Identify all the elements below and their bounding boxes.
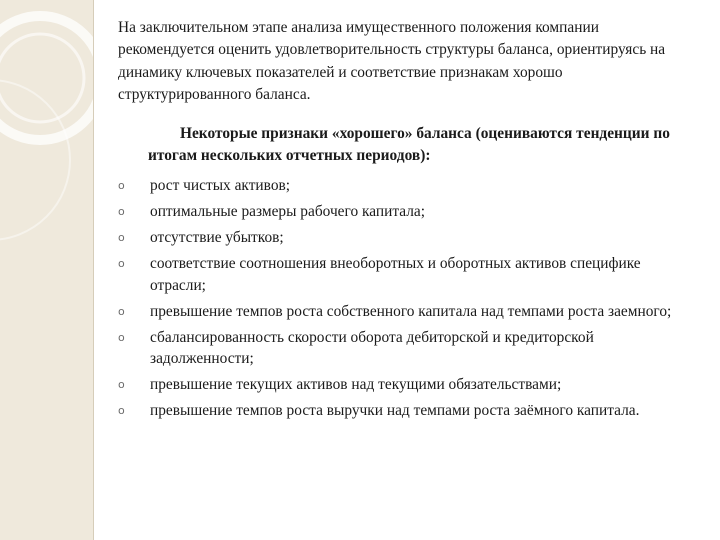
side-band-divider — [93, 0, 94, 540]
intro-paragraph: На заключительном этапе анализа имущественного положения компании рекомендуется оценить удовлетворительность структуры баланса, ориентируясь на динамику ключевых показателей и соответствие признакам хорошо структурированного баланса. — [118, 19, 666, 104]
slide-content — [118, 17, 698, 426]
decorative-side-band — [0, 0, 93, 540]
criteria-list — [118, 175, 698, 422]
list-item — [118, 301, 698, 323]
list-item — [118, 327, 698, 370]
decorative-rings-graphic — [0, 0, 93, 540]
list-item-text: сбалансированность скорости оборота дебиторской и кредиторской задолженности; — [150, 328, 594, 368]
bullet-icon: o — [118, 330, 125, 344]
list-item — [118, 175, 698, 197]
criteria-heading: Некоторые признаки «хорошего» баланса (оцениваются тенденции по итогам нескольких отчетных периодов): — [148, 124, 670, 165]
list-item-text: рост чистых активов; — [150, 177, 291, 195]
bullet-icon: o — [118, 205, 125, 219]
list-item — [118, 253, 698, 296]
list-item-text: превышение текущих активов над текущими обязательствами; — [150, 376, 562, 394]
list-item-text: превышение темпов роста собственного капитала над темпами роста заемного; — [150, 302, 672, 320]
list-item-text: соответствие соотношения внеоборотных и оборотных активов специфике отрасли; — [150, 255, 641, 294]
list-item-text: отсутствие убытков; — [150, 229, 284, 247]
list-item-text: оптимальные размеры рабочего капитала; — [150, 203, 426, 221]
list-item — [118, 400, 698, 422]
list-item — [118, 227, 698, 249]
bullet-icon: o — [118, 179, 125, 193]
bullet-icon: o — [118, 257, 125, 271]
list-item — [118, 374, 698, 396]
bullet-icon: o — [118, 304, 125, 318]
list-item — [118, 201, 698, 223]
bullet-icon: o — [118, 404, 125, 418]
bullet-icon: o — [118, 378, 125, 392]
list-item-text: превышение темпов роста выручки над темпами роста заёмного капитала. — [150, 402, 640, 420]
bullet-icon: o — [118, 231, 125, 245]
